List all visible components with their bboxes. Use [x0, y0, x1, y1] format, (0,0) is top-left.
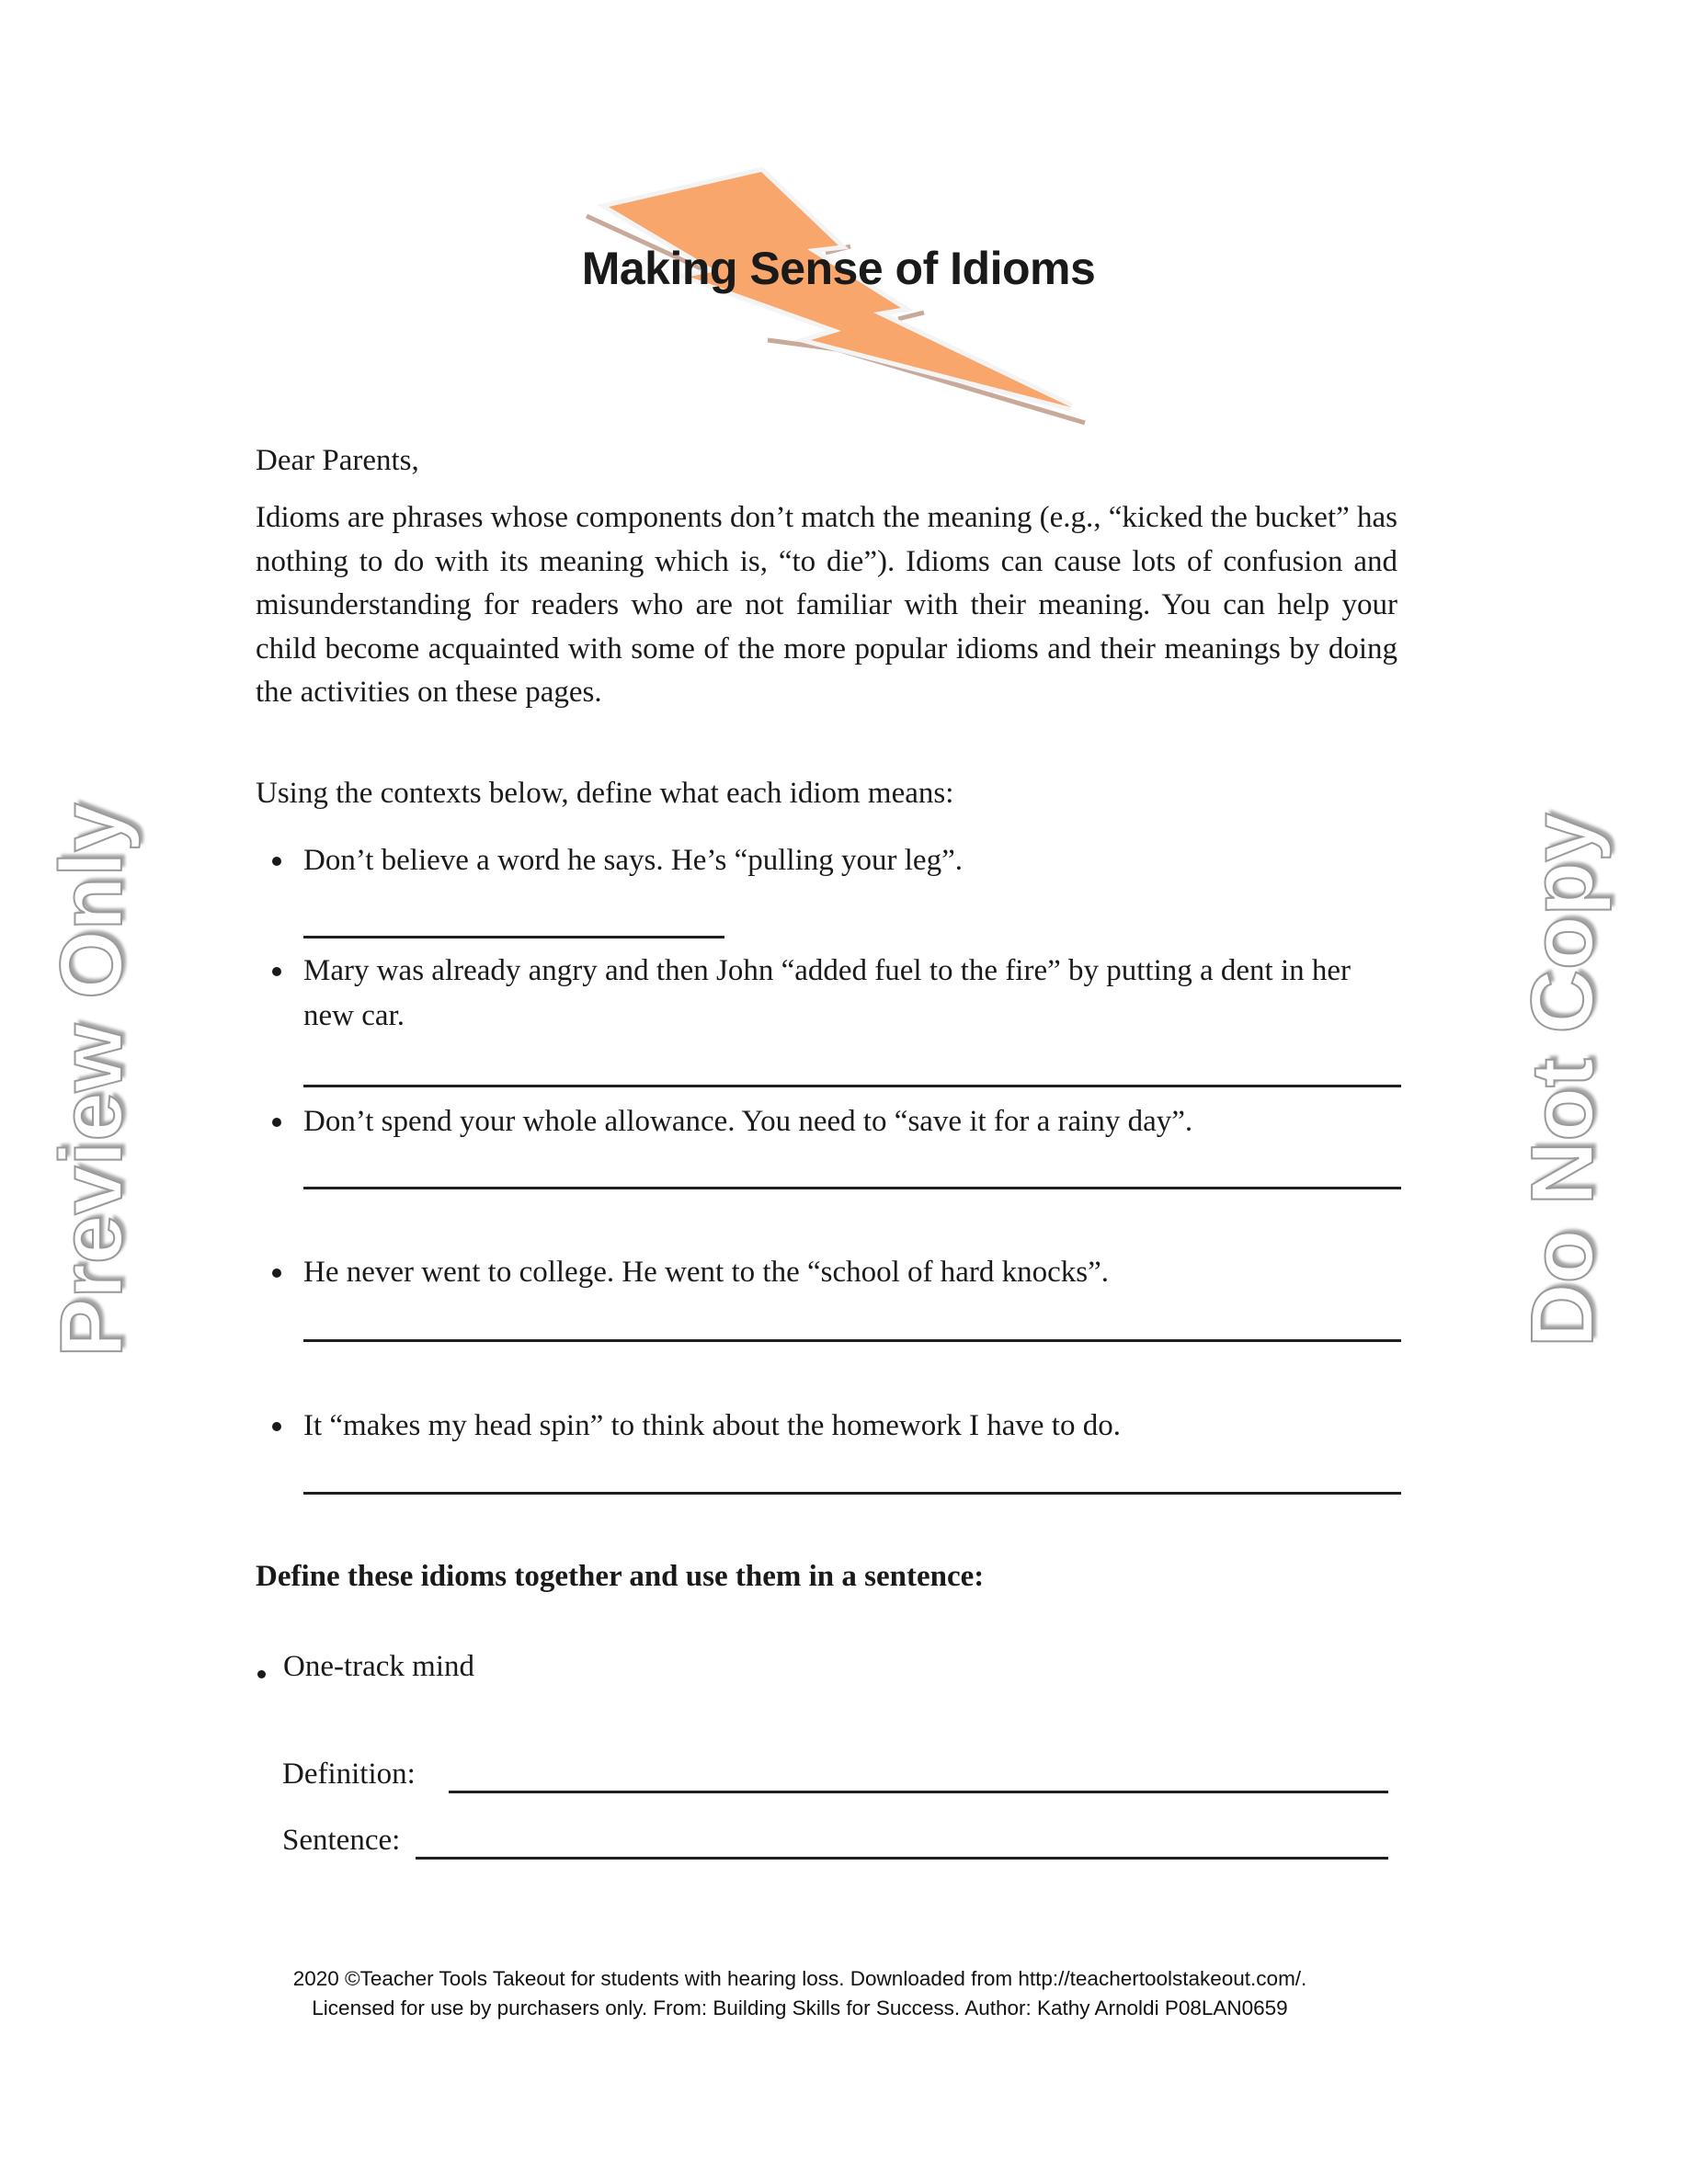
answer-line[interactable] — [303, 1085, 1401, 1087]
context-item-text: Don’t spend your whole allowance. You need to “save it for a rainy day”. — [303, 1105, 1193, 1138]
bolt-shadow-notch2 — [898, 313, 924, 319]
answer-line[interactable] — [303, 1339, 1401, 1342]
instructions: Using the contexts below, define what each idiom means: — [256, 777, 954, 810]
section-heading: Define these idioms together and use them in a sentence: — [256, 1560, 985, 1593]
bullet-icon — [272, 1268, 281, 1278]
footer-license: Licensed for use by purchasers only. From: Building Skills for Success. Author: Kathy Arnoldi P08LAN0659 — [312, 1996, 1288, 2019]
context-item-text: Don’t believe a word he says. He’s “pulling your leg”. — [303, 844, 963, 877]
definition-line[interactable] — [449, 1791, 1388, 1793]
watermark-line1: Preview Only — [42, 802, 141, 1358]
context-item-text: He never went to college. He went to the “school of hard knocks”. — [303, 1256, 1110, 1289]
page-title — [0, 241, 1688, 296]
bullet-icon — [272, 1422, 281, 1431]
answer-line[interactable] — [303, 1492, 1401, 1495]
bullet-icon — [272, 857, 281, 866]
idiom-item-text: One-track mind — [283, 1650, 475, 1683]
context-item-text: It “makes my head spin” to think about the homework I have to do. — [303, 1409, 1121, 1442]
sentence-label: Sentence: — [282, 1824, 401, 1857]
greeting: Dear Parents, — [256, 444, 419, 477]
watermark-line2: Do Not Copy — [1513, 813, 1612, 1348]
bullet-icon — [272, 1118, 281, 1127]
idiom-item — [256, 1650, 475, 1684]
footer-copyright: 2020 ©Teacher Tools Takeout for students with hearing loss. Downloaded from http://teachertoolstakeout.com/. — [292, 1967, 1307, 1990]
sentence-line[interactable] — [416, 1857, 1388, 1860]
context-item-text: Mary was already angry and then John “added fuel to the fire” by putting a dent in her new car. — [303, 954, 1352, 1032]
bullet-icon — [257, 1670, 266, 1678]
page-title-text: Making Sense of Idioms — [581, 243, 1096, 294]
bullet-icon — [272, 967, 281, 976]
definition-label: Definition: — [282, 1757, 416, 1791]
answer-line[interactable] — [303, 936, 724, 938]
answer-line[interactable] — [303, 1187, 1401, 1189]
intro-paragraph: Idioms are phrases whose components don’t match the meaning (e.g., “kicked the bucket” has nothing to do with its meaning which is, “to die”). Idioms can cause lots of confusion and misunderstanding for readers who are not familiar with their meaning. You can help your child become acquainted with some of the more popular idioms and their meanings by doing the activities on these pages. — [256, 501, 1398, 709]
